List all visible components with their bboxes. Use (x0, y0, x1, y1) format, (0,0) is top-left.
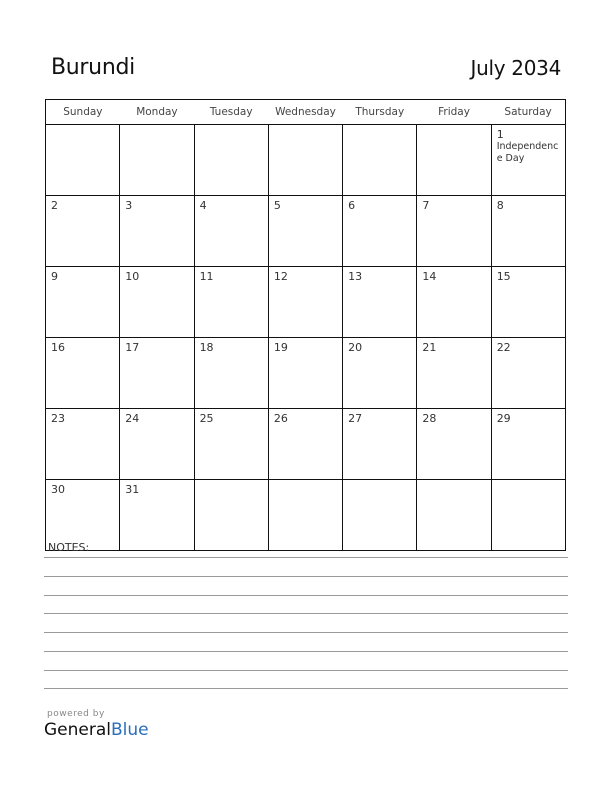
day-number: 16 (51, 341, 65, 354)
notes-line (44, 613, 568, 614)
day-number: 7 (422, 199, 430, 212)
day-number: 19 (273, 341, 288, 354)
brand-general: General (44, 720, 111, 740)
day-cell (343, 409, 417, 480)
day-cell (417, 196, 491, 267)
week-row (46, 338, 566, 409)
day-number: 17 (125, 341, 140, 354)
day-cell (268, 196, 342, 267)
day-cell (120, 267, 194, 338)
day-number: 8 (496, 199, 504, 212)
weekday-thursday: Thursday (343, 100, 417, 125)
day-cell (120, 480, 194, 551)
generalblue-logo (44, 720, 149, 740)
day-cell (194, 480, 268, 551)
day-cell (46, 338, 120, 409)
day-cell (417, 409, 491, 480)
day-cell (417, 480, 491, 551)
day-number: 28 (422, 412, 437, 425)
country-title: Burundi (51, 55, 135, 80)
day-cell (194, 409, 268, 480)
day-number: 6 (348, 199, 356, 212)
day-cell (268, 338, 342, 409)
day-number: 12 (273, 270, 288, 283)
day-number: 10 (125, 270, 140, 283)
notes-label: NOTES: (48, 541, 90, 554)
day-number: 24 (125, 412, 140, 425)
day-cell (491, 338, 565, 409)
day-number: 22 (496, 341, 511, 354)
day-number: 4 (199, 199, 207, 212)
day-number: 25 (199, 412, 214, 425)
weekday-tuesday: Tuesday (194, 100, 268, 125)
day-cell (194, 267, 268, 338)
day-cell (120, 409, 194, 480)
notes-line (44, 576, 568, 577)
powered-by-text: powered by (47, 709, 105, 719)
day-cell (343, 480, 417, 551)
day-cell (46, 267, 120, 338)
day-number: 5 (273, 199, 281, 212)
week-row (46, 480, 566, 551)
weekday-sunday: Sunday (46, 100, 120, 125)
day-number: 9 (51, 270, 58, 283)
day-cell (491, 196, 565, 267)
day-number: 29 (496, 412, 511, 425)
day-number: 20 (348, 341, 363, 354)
day-cell (120, 125, 194, 196)
day-cell (268, 409, 342, 480)
week-row (46, 409, 566, 480)
notes-line (44, 632, 568, 633)
day-cell (491, 480, 565, 551)
day-cell (120, 196, 194, 267)
day-cell (417, 338, 491, 409)
day-cell (194, 125, 268, 196)
day-cell (268, 267, 342, 338)
day-cell (268, 125, 342, 196)
day-cell (194, 338, 268, 409)
day-cell (343, 125, 417, 196)
day-number: 26 (273, 412, 288, 425)
day-cell (417, 267, 491, 338)
day-number: 27 (348, 412, 363, 425)
week-row (46, 267, 566, 338)
day-cell (491, 409, 565, 480)
day-number: 3 (125, 199, 133, 212)
weekday-header-row (46, 100, 566, 125)
notes-line (44, 651, 568, 652)
month-year-title: July 2034 (470, 56, 561, 80)
day-cell (343, 196, 417, 267)
brand-blue: Blue (111, 720, 149, 740)
day-number: 11 (199, 270, 214, 283)
day-number: 14 (422, 270, 437, 283)
day-number: 31 (125, 483, 140, 496)
day-cell (46, 409, 120, 480)
day-number: 23 (51, 412, 65, 425)
day-number: 15 (496, 270, 511, 283)
day-cell (343, 338, 417, 409)
day-cell (46, 480, 120, 551)
day-number: 1 (496, 128, 504, 141)
notes-line (44, 595, 568, 596)
day-cell (194, 196, 268, 267)
notes-line (44, 557, 568, 558)
day-number: 21 (422, 341, 437, 354)
day-cell (268, 480, 342, 551)
weekday-saturday: Saturday (491, 100, 565, 125)
week-row (46, 125, 566, 196)
day-cell (343, 267, 417, 338)
weekday-friday: Friday (417, 100, 491, 125)
day-cell (491, 125, 565, 196)
day-cell (46, 196, 120, 267)
weekday-monday: Monday (120, 100, 194, 125)
day-number: 30 (51, 483, 65, 496)
holiday-label: Independence Day (496, 141, 559, 164)
day-cell (491, 267, 565, 338)
day-number: 18 (199, 341, 214, 354)
week-row (46, 196, 566, 267)
notes-line (44, 670, 568, 671)
calendar-grid (45, 99, 566, 551)
day-cell (417, 125, 491, 196)
day-cell (120, 338, 194, 409)
day-cell (46, 125, 120, 196)
notes-line (44, 688, 568, 689)
day-number: 2 (51, 199, 58, 212)
weekday-wednesday: Wednesday (268, 100, 342, 125)
day-number: 13 (348, 270, 363, 283)
